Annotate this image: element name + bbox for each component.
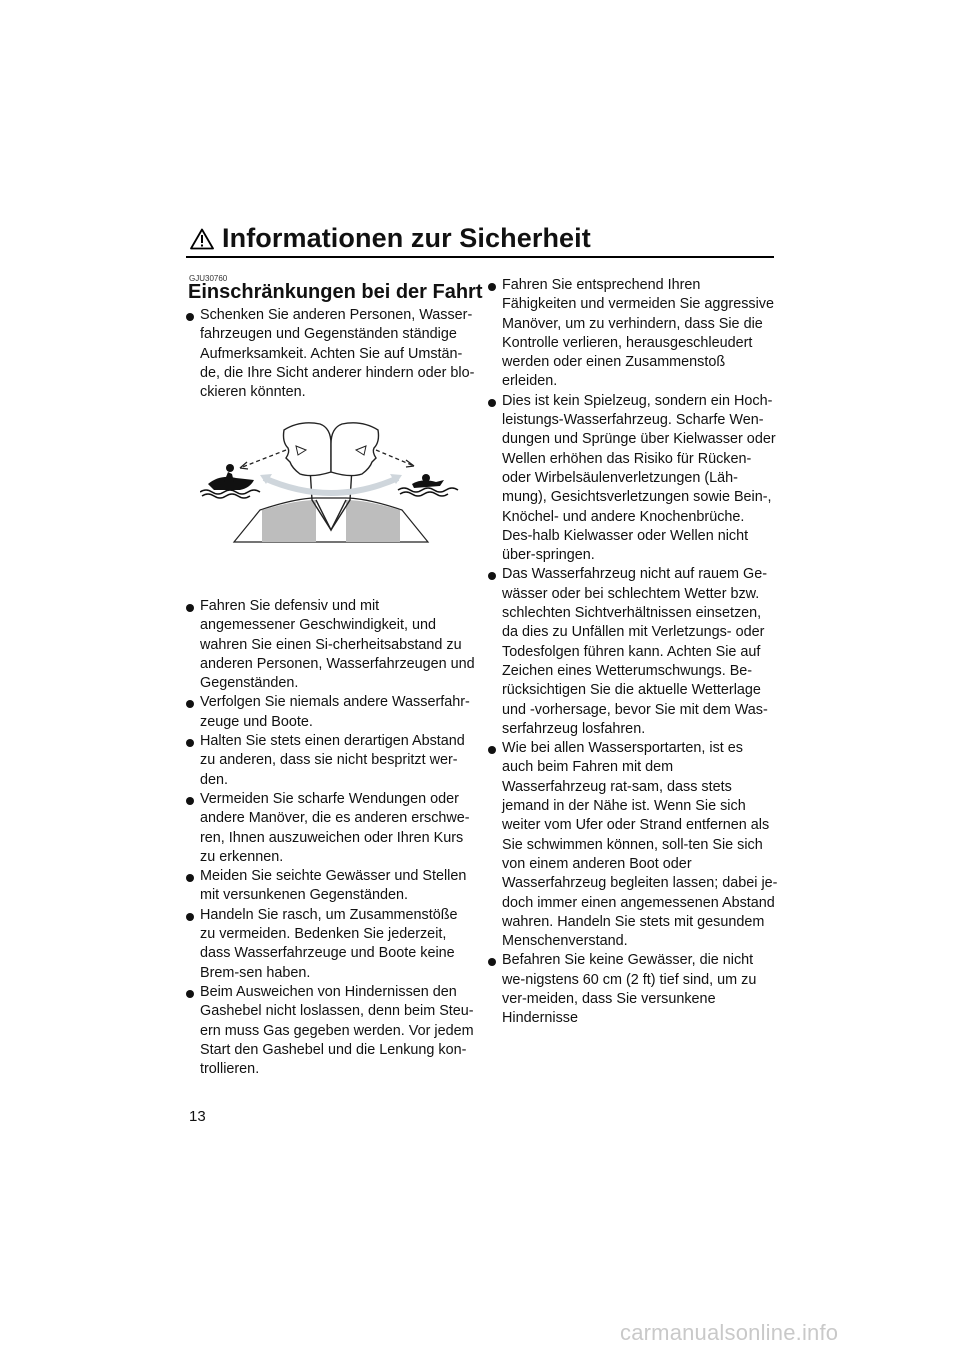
list-item: [186, 732, 476, 790]
right-column: [488, 276, 778, 1029]
list-item: [186, 693, 476, 732]
list-item-text: Meiden Sie seichte Gewässer und Stellen mit versunkenen Gegenständen.: [200, 868, 467, 904]
list-item-text: Dies ist kein Spielzeug, sondern ein Hoch-leistungs-Wasserfahrzeug. Scharfe Wen-dungen und Sprünge über Kielwasser oder Wellen erhöhen das Risiko für Rücken-oder Wirbelsäulenverletzungen (Läh-mung), Gesichtsverletzungen sowie Bein-, Knöchel- und andere Knochenbrüche. Des-halb Kielwasser oder Wellen nicht über-springen.: [502, 392, 776, 564]
section-title: Einschränkungen bei der Fahrt: [188, 281, 483, 303]
list-item: [186, 983, 476, 1079]
warning-triangle-icon: [190, 228, 214, 250]
right-bullet-list: [488, 276, 778, 1029]
page-title: Informationen zur Sicherheit: [222, 223, 591, 253]
bullet-icon: [488, 958, 496, 966]
bullet-icon: [186, 700, 194, 708]
watermark-text[interactable]: carmanualsonline.info: [620, 1320, 839, 1345]
list-item-text: Handeln Sie rasch, um Zusammenstöße zu vermeiden. Bedenken Sie jederzeit, dass Wasserfahrzeuge und Boote keine Brem-sen haben.: [200, 906, 458, 981]
list-item: [186, 306, 476, 402]
list-item: [186, 867, 476, 906]
bullet-icon: [186, 913, 194, 921]
list-item: [488, 392, 778, 566]
list-item: [488, 276, 778, 392]
left-bullet-list: [186, 306, 476, 402]
bullet-icon: [186, 739, 194, 747]
left-column-continued: [186, 597, 476, 1079]
list-item: [488, 739, 778, 951]
list-item-text: Beim Ausweichen von Hindernissen den Gashebel nicht loslassen, denn beim Steu-ern muss Gas gegeben werden. Vor jedem Start den Gashebel und die Lenkung kon-trollieren.: [200, 983, 474, 1078]
list-item-text: Verfolgen Sie niemals andere Wasserfahr-zeuge und Boote.: [200, 694, 470, 730]
list-item-text: Wie bei allen Wassersportarten, ist es auch beim Fahren mit dem Wasserfahrzeug rat-sam, dass stets jemand in der Nähe ist. Wenn Sie sich weiter vom Ufer oder Strand entfernen als Sie schwimmen können, soll-ten Sie sich von einem anderen Boot oder Wasserfahrzeug begleiten lassen; dabei je-doch immer einen angemessenen Abstand wahren. Handeln Sie stets mit gesundem Menschenverstand.: [502, 740, 778, 950]
illustration-field-of-view: [200, 418, 462, 548]
list-item-text: Befahren Sie keine Gewässer, die nicht we-nigstens 60 cm (2 ft) tief sind, um zu ver-meiden, dass Sie versunkene Hindernisse: [502, 952, 757, 1027]
list-item-text: Schenken Sie anderen Personen, Wasser-fahrzeugen und Gegenständen ständige Aufmerksamkeit. Achten Sie auf Umstän-de, die Ihre Sicht anderer hindern oder blo-ckieren könnten.: [200, 307, 475, 401]
list-item: [488, 951, 778, 1028]
bullet-icon: [186, 313, 194, 321]
list-item-text: Halten Sie stets einen derartigen Abstand zu anderen, dass sie nicht bespritzt wer-den.: [200, 733, 465, 788]
list-item: [186, 790, 476, 867]
bullet-icon: [488, 572, 496, 580]
list-item: [186, 906, 476, 983]
list-item-text: Fahren Sie entsprechend Ihren Fähigkeiten und vermeiden Sie aggressive Manöver, um zu verhindern, dass Sie die Kontrolle verlieren, herausgeschleudert werden oder einen Zusammenstoß erleiden.: [502, 277, 774, 390]
bullet-icon: [186, 990, 194, 998]
bullet-icon: [488, 399, 496, 407]
list-item: [488, 565, 778, 739]
left-column: [186, 306, 476, 402]
bullet-icon: [488, 746, 496, 754]
list-item-text: Fahren Sie defensiv und mit angemessener Geschwindigkeit, und wahren Sie einen Si-cherheitsabstand zu anderen Personen, Wasserfahrzeugen und Gegenständen.: [200, 598, 475, 692]
bullet-icon: [186, 874, 194, 882]
bullet-icon: [488, 283, 496, 291]
section-code: GJU30760: [189, 274, 228, 283]
left-bullet-list-2: [186, 597, 476, 1079]
list-item-text: Vermeiden Sie scharfe Wendungen oder andere Manöver, die es anderen erschwe-ren, Ihnen auszuweichen oder Ihren Kurs zu erkennen.: [200, 790, 470, 865]
page-header: [186, 222, 774, 258]
bullet-icon: [186, 604, 194, 612]
list-item-text: Das Wasserfahrzeug nicht auf rauem Ge-wässer oder bei schlechtem Wetter bzw. schlechten Sichtverhältnissen einsetzen, da dies zu Unfällen mit Verletzungs- oder Todesfolgen führen kann. Achten Sie auf Zeichen eines Wetterumschwungs. Be-rücksichtigen Sie die aktuelle Wetterlage und -vorhersage, bevor Sie mit dem Was-serfahrzeug losfahren.: [502, 566, 768, 737]
list-item: [186, 597, 476, 693]
page-number: 13: [189, 1108, 206, 1125]
bullet-icon: [186, 797, 194, 805]
